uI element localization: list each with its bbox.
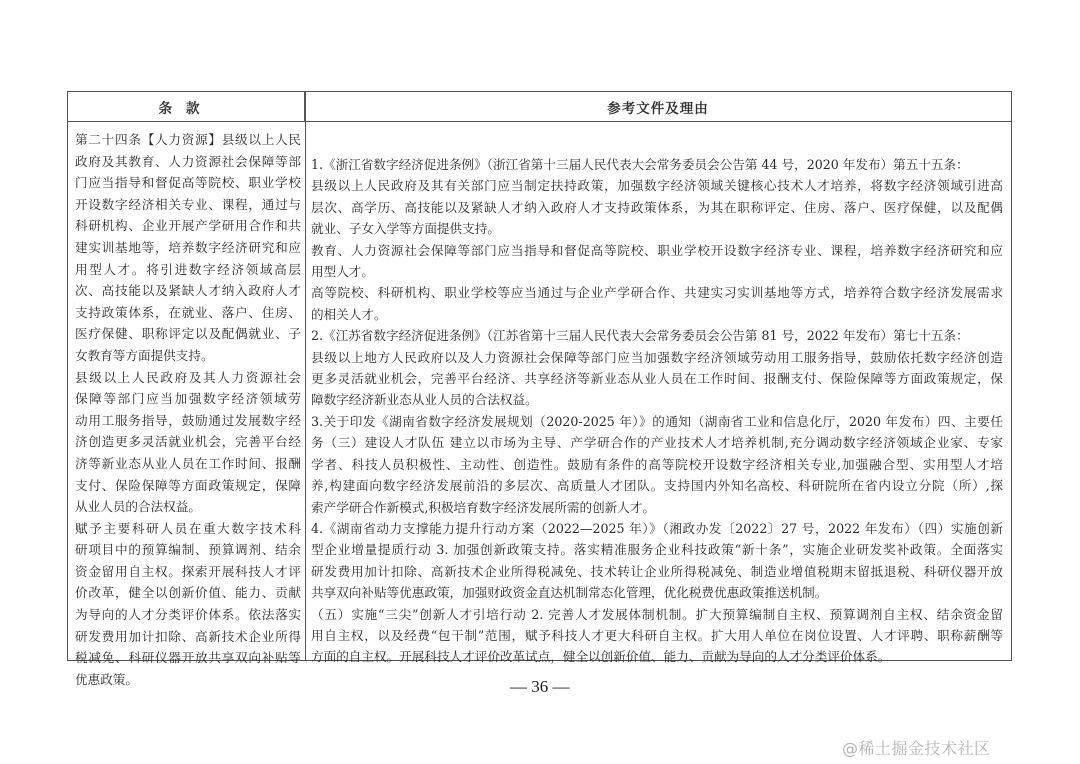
text-line: 1.《浙江省数字经济促进条例》（浙江省第十三届人民代表大会常务委员会公告第 44 号，2020 年发布）第五十五条： — [311, 157, 969, 172]
watermark: @稀土掘金技术社区 — [842, 739, 991, 758]
header-reference — [305, 92, 1011, 122]
text-line: 支付、保险保障等方面政策规定，保障 — [75, 477, 301, 493]
text-line: 从业人员的合法权益。 — [75, 499, 201, 515]
text-line: 型企业增量提质行动 3. 加强创新政策支持。落实精准服务企业科技政策“新十条”，实施企业研发奖补政策。全面落实 — [311, 542, 1003, 558]
text-line: 3.关于印发《湖南省数字经济发展规划（2020-2025 年）》的通知（湖南省工业和信息化厅，2020 年发布）四、主要任 — [311, 413, 1003, 429]
column-divider — [305, 92, 306, 660]
text-line: 资金留用自主权。探索开展科技人才评 — [75, 563, 301, 579]
text-line: 赋予主要科研人员在重大数字技术科 — [75, 520, 301, 536]
header-reference-label: 参考文件及理由 — [607, 100, 709, 117]
text-line: 县级以上地方人民政府以及人力资源社会保障等部门应当加强数字经济领域劳动用工服务指导，鼓励依托数字经济创造 — [311, 349, 1003, 365]
text-line: 更多灵活就业机会，完善平台经济、共享经济等新业态从业人员在工作时间、报酬支付、保险保障等方面政策规定，保 — [311, 371, 1003, 387]
text-line: 次、高技能以及紧缺人才纳入政府人才 — [75, 283, 301, 299]
text-line: 门应当指导和督促高等院校、职业学校 — [75, 175, 301, 191]
text-line: 研发费用加计扣除、高新技术企业所得税减免、技术转让企业所得税减免、制造业增值税期末留抵退税、科研仪器开放 — [311, 563, 1003, 579]
text-line: 第二十四条【人力资源】县级以上人民 — [75, 132, 301, 147]
text-line: 研发费用加计扣除、高新技术企业所得 — [75, 628, 301, 644]
text-line: 研项目中的预算编制、预算调剂、结余 — [75, 542, 301, 558]
text-line: 层次、高学历、高技能以及紧缺人才纳入政府人才支持政策体系，为其在职称评定、住房、落户、医疗保健，以及配偶 — [311, 199, 1003, 215]
reference-text — [311, 154, 1003, 668]
text-line: 县级以上人民政府及其人力资源社会 — [75, 369, 301, 385]
text-line: 索产学研合作新模式,积极培育数字经济发展所需的创新人才。 — [311, 499, 656, 515]
text-line: 济创造更多灵活就业机会，完善平台经 — [75, 434, 301, 450]
text-line: 优惠政策。 — [75, 671, 138, 687]
text-line: 养,构建面向数字经济发展前沿的多层次、高质量人才团队。支持国内外知名高校、科研院所在省内设立分院（所）,探 — [311, 478, 1003, 494]
text-line: 学者、科技人员积极性、主动性、创造性。鼓励有条件的高等院校开设数字经济相关专业,加强融合型、实用型人才培 — [311, 456, 1003, 472]
text-line: 建实训基地等，培养数字经济研究和应 — [75, 239, 301, 255]
text-line: 障数字经济新业态从业人员的合法权益。 — [311, 392, 538, 408]
text-line: 用自主权，以及经费“包干制”范围，赋予科技人才更大科研自主权。扩大用人单位在岗位设置、人才评聘、职称薪酬等 — [311, 627, 1003, 643]
text-line: 女教育等方面提供支持。 — [75, 347, 214, 363]
text-line: 为导向的人才分类评价体系。依法落实 — [75, 607, 301, 623]
text-line: 医疗保健、职称评定以及配偶就业、子 — [75, 326, 301, 342]
header-clause — [68, 92, 305, 122]
text-line: 高等院校、科研机构、职业学校等应当通过与企业产学研合作、共建实习实训基地等方式，培养符合数字经济发展需求 — [311, 285, 1003, 301]
text-line: 共享双向补贴等优惠政策，加强财政资金直达机制常态化管理，优化税费优惠政策推送机制。 — [311, 585, 828, 601]
text-line: 就业、子女入学等方面提供支持。 — [311, 221, 500, 237]
text-line: 支持政策体系，在就业、落户、住房、 — [75, 304, 301, 320]
text-line: 开设数字经济相关专业、课程，通过与 — [75, 196, 301, 212]
text-line: 济等新业态从业人员在工作时间、报酬 — [75, 455, 301, 471]
text-line: 县级以上人民政府及其有关部门应当制定扶持政策，加强数字经济领域关键核心技术人才培养，将数字经济领域引进高 — [311, 178, 1003, 194]
text-line: 税减免、科研仪器开放共享双向补贴等 — [75, 650, 301, 666]
text-line: 政府及其教育、人力资源社会保障等部 — [75, 153, 301, 169]
text-line: 教育、人力资源社会保障等部门应当指导和督促高等院校、职业学校开设数字经济专业、课程，培养数字经济研究和应 — [311, 242, 1003, 258]
text-line: 用型人才。 — [311, 264, 374, 280]
text-line: 用型人才。将引进数字经济领域高层 — [75, 261, 301, 277]
header-clause-label: 条款 — [158, 100, 214, 117]
page-number: — 36 — — [510, 677, 570, 696]
text-line: 的相关人才。 — [311, 306, 387, 322]
text-line: 4.《湖南省动力支撑能力提升行动方案（2022—2025 年）》（湘政办发〔2022〕27 号，2022 年发布）（四）实施创新 — [311, 520, 1003, 536]
clause-text — [75, 129, 301, 690]
text-line: 2.《江苏省数字经济促进条例》（江苏省第十三届人民代表大会常务委员会公告第 81 号，2022 年发布）第七十五条： — [311, 328, 969, 344]
text-line: 价改革，健全以创新价值、能力、贡献 — [75, 585, 301, 601]
text-line: 保障等部门应当加强数字经济领域劳 — [75, 391, 301, 407]
text-line: （五）实施“三尖”创新人才引培行动 2. 完善人才发展体制机制。扩大预算编制自主权、预算调剂自主权、结余资金留 — [311, 606, 1003, 622]
text-line: 科研机构、企业开展产学研用合作和共 — [75, 218, 301, 234]
text-line: 方面的自主权。开展科技人才评价改革试点，健全以创新价值、能力、贡献为导向的人才分类评价体系。 — [311, 649, 891, 665]
text-line: 务（三）建设人才队伍 建立以市场为主导、产学研合作的产业技术人才培养机制,充分调动数字经济领域企业家、专家 — [311, 435, 1003, 451]
text-line: 动用工服务指导，鼓励通过发展数字经 — [75, 412, 301, 428]
